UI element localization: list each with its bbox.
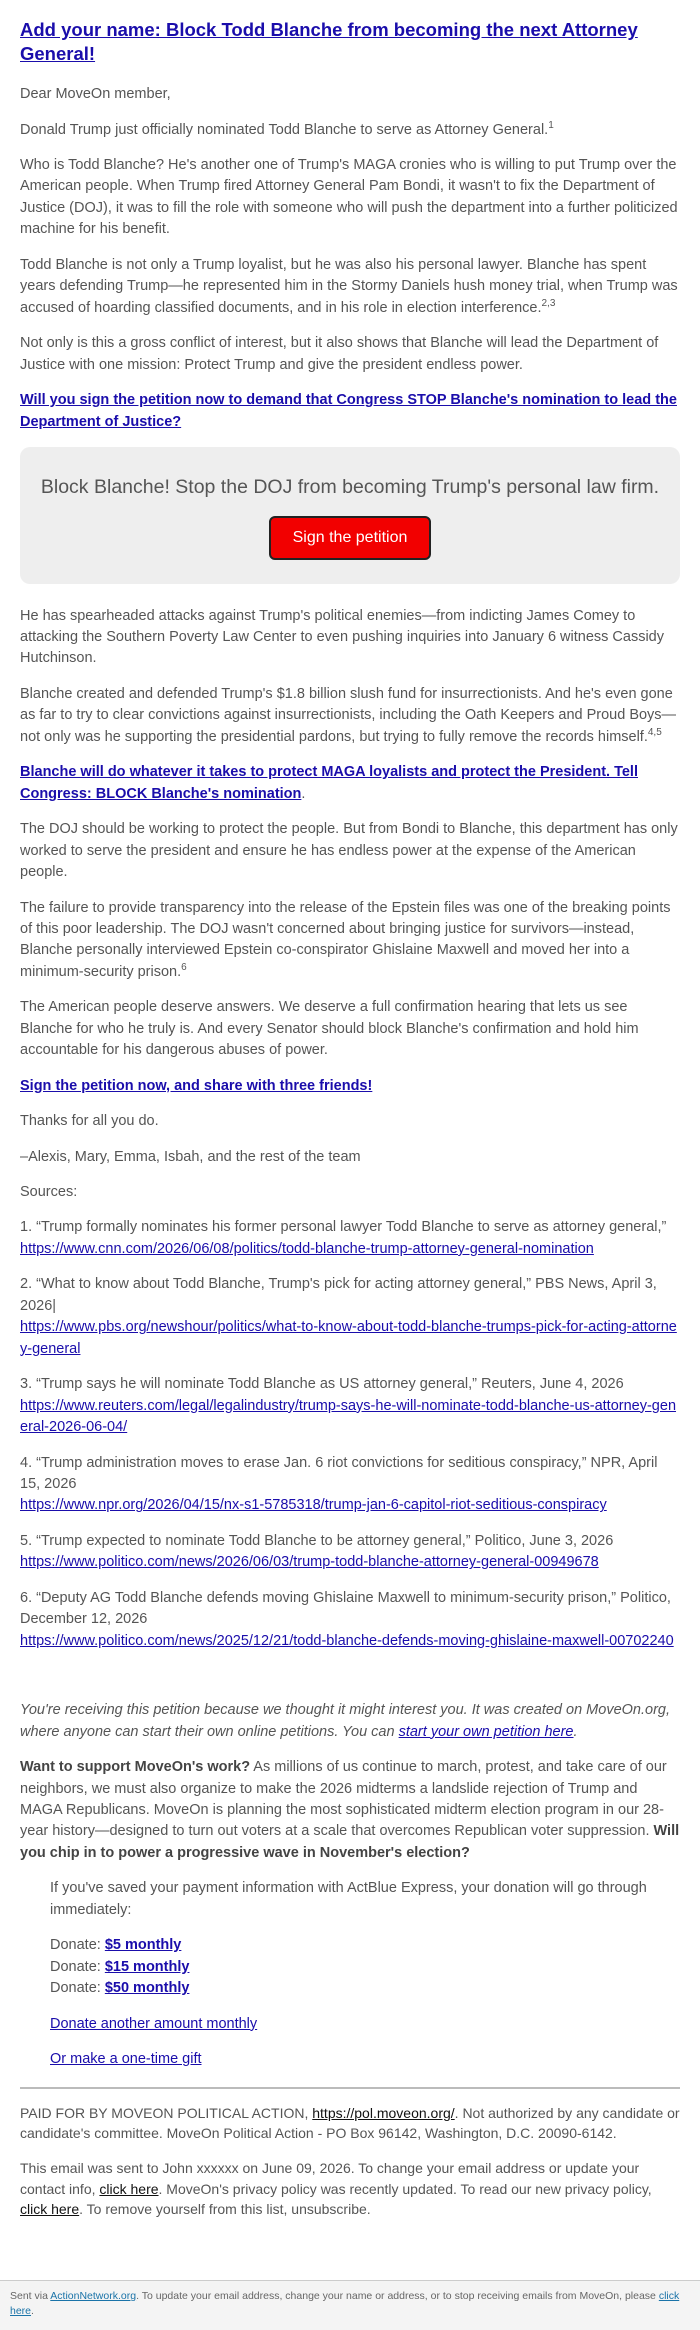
greeting: Dear MoveOn member, (20, 86, 171, 103)
moveon-political-link[interactable]: https://pol.moveon.org/ (312, 2104, 455, 2121)
petition-link-paragraph-3 (20, 1076, 680, 1097)
source-item (20, 1374, 680, 1438)
petition-link-2-period: . (301, 785, 306, 802)
start-petition-link[interactable]: start your own petition here (398, 1723, 574, 1740)
source-text: 6. “Deputy AG Todd Blanche defends moving Ghislaine Maxwell to minimum-security prison,” Politico, December 12, 2026 (20, 1589, 671, 1628)
donate-row (50, 1957, 680, 1978)
petition-link-paragraph-2 (20, 762, 680, 805)
update-contact-link[interactable]: click here (99, 2180, 159, 2197)
donate-label: Donate: (50, 1958, 105, 1975)
thanks-line: Thanks for all you do. (20, 1113, 159, 1130)
paragraph-9: The American people deserve answers. We deserve a full confirmation hearing that lets us see Blanche for who he truly is. And every Senator should block Blanche's confirmation and hold him accountable for his dangerous abuses of power. (20, 999, 639, 1059)
petition-link-1[interactable]: Will you sign the petition now to demand that Congress STOP Blanche's nomination to lead the Department of Justice? (20, 392, 677, 430)
signoff-line: –Alexis, Mary, Emma, Isbah, and the rest of the team (20, 1148, 361, 1165)
footer-text-end: . (31, 2305, 34, 2318)
footer-text-mid: . To update your email address, change your name or address, or to stop receiving emails from MoveOn, please (136, 2290, 659, 2303)
sign-petition-button[interactable]: Sign the petition (269, 516, 432, 560)
footer-click-here-link[interactable]: click here (10, 2290, 680, 2318)
source-text: 2. “What to know about Todd Blanche, Trump's pick for acting attorney general,” PBS News, April 3, 2026| (20, 1276, 657, 1314)
paragraph-4: Not only is this a gross conflict of interest, but it also shows that Blanche will lead the Department of Justice with one mission: Protect Trump and give the president endless power. (20, 335, 659, 373)
paragraph-7: The DOJ should be working to protect the people. But from Bondi to Blanche, this department has only worked to serve the president and ensure he has endless power at the expense of the American people. (20, 821, 678, 881)
donate-label: Donate: (50, 1980, 105, 1997)
actblue-note: If you've saved your payment information with ActBlue Express, your donation will go through immediately: (50, 1880, 647, 1918)
sent-text-mid: . MoveOn's privacy policy was recently updated. To read our new privacy policy, (158, 2180, 652, 2197)
email-body (20, 0, 680, 2220)
source-item (20, 1588, 680, 1652)
paragraph-8 (20, 898, 680, 984)
paid-text-end: . Not authorized by any candidate or candidate's committee. MoveOn Political Action - PO Box 96142, Washington, D.C. 20090-6142. (20, 2104, 680, 2142)
source-item (20, 1453, 680, 1517)
source-link[interactable]: https://www.politico.com/news/2025/12/21/todd-blanche-defends-moving-ghislaine-maxwell-00702240 (20, 1632, 674, 1649)
donate-15-monthly-link[interactable]: $15 monthly (104, 1958, 190, 1975)
source-link[interactable]: https://www.cnn.com/2026/06/08/politics/todd-blanche-trump-attorney-general-nomination (20, 1240, 594, 1257)
donate-other-row (50, 2014, 680, 2035)
receiving-period: . (573, 1723, 578, 1740)
petition-link-3[interactable]: Sign the petition now, and share with three friends! (20, 1077, 373, 1094)
donate-50-monthly-link[interactable]: $50 monthly (104, 1980, 190, 1997)
paragraph-1 (20, 120, 680, 141)
paragraph-2: Who is Todd Blanche? He's another one of Trump's MAGA cronies who is willing to put Trump over the American people. When Trump fired Attorney General Pam Bondi, it wasn't to fix the Department of Justice (DOJ), it was to fill the role with someone who will push the department into a further politicized machine for his benefit. (20, 157, 678, 238)
receiving-text: You're receiving this petition because we thought it might interest you. It was created on MoveOn.org, where anyone can start their own online petitions. You can (20, 1702, 670, 1740)
cta-box (20, 447, 680, 584)
paid-for-notice (20, 2103, 680, 2144)
support-text: As millions of us continue to march, protest, and take care of our neighbors, we must also organize to make the 2026 midterms a landslide rejection of Trump and MAGA Republicans. MoveOn is planning the most sophisticated midterm election program in our 28-year history—designed to turn out voters at a scale that overcomes Republican voter suppression. (20, 1759, 667, 1840)
divider (20, 2087, 680, 2089)
donate-row (50, 1978, 680, 1999)
actionnetwork-link[interactable]: ActionNetwork.org (50, 2290, 137, 2303)
source-link[interactable]: https://www.reuters.com/legal/legalindustry/trump-says-he-will-nominate-todd-blanche-us-attorney-general-2026-06-04/ (20, 1397, 677, 1436)
paragraph-6 (20, 684, 680, 748)
support-paragraph (20, 1757, 680, 1864)
source-item (20, 1217, 680, 1260)
paragraph-5: He has spearheaded attacks against Trump's political enemies—from indicting James Comey to attacking the Southern Poverty Law Center to even pushing inquiries into January 6 witness Cassidy Hutchinson. (20, 607, 664, 667)
donate-once-row (50, 2049, 680, 2070)
source-text: 5. “Trump expected to nominate Todd Blanche to be attorney general,” Politico, June 3, 2026 (20, 1532, 614, 1549)
petition-link-2[interactable]: Blanche will do whatever it takes to protect MAGA loyalists and protect the President. Tell Congress: BLOCK Blanche's nomination (20, 764, 638, 802)
support-ask: Will you chip in to power a progressive wave in November's election? (20, 1823, 680, 1861)
paragraph-8-text: The failure to provide transparency into the release of the Epstein files was one of the breaking points of this poor leadership. The DOJ wasn't concerned about bringing justice for survivors—instead, Blanche personally interviewed Epstein co-conspirator Ghislaine Maxwell and moved her into a minimum-security prison. (20, 899, 671, 980)
cta-title: Block Blanche! Stop the DOJ from becoming Trump's personal law firm. (40, 475, 660, 498)
receiving-notice (20, 1700, 680, 1743)
footer (0, 2280, 700, 2329)
sources-label: Sources: (20, 1184, 78, 1201)
source-text: 1. “Trump formally nominates his former personal lawyer Todd Blanche to serve as attorney general,” (20, 1219, 667, 1236)
support-heading: Want to support MoveOn's work? (20, 1759, 251, 1776)
petition-link-paragraph-1 (20, 390, 680, 433)
paid-text: PAID FOR BY MOVEON POLITICAL ACTION, (20, 2104, 313, 2121)
footer-text: Sent via (10, 2290, 51, 2303)
donate-5-monthly-link[interactable]: $5 monthly (104, 1937, 182, 1954)
source-link[interactable]: https://www.npr.org/2026/04/15/nx-s1-5785318/trump-jan-6-capitol-riot-seditious-conspiracy (20, 1497, 607, 1514)
source-text: 4. “Trump administration moves to erase Jan. 6 riot convictions for seditious conspiracy,” NPR, April 15, 2026 (20, 1454, 658, 1493)
paragraph-6-text: Blanche created and defended Trump's $1.8 billion slush fund for insurrectionists. And he's even gone as far to try to clear convictions against insurrectionists, including the Oath Keepers and Proud Boys—not only was he supporting the presidential pardons, but trying to fully remove the records himself. (20, 685, 677, 745)
privacy-policy-link[interactable]: click here (20, 2201, 80, 2218)
source-item (20, 1531, 680, 1574)
paragraph-3-text: Todd Blanche is not only a Trump loyalist, but he was also his personal lawyer. Blanche has spent years defending Trump—he represented him in the Stormy Daniels hush money trial, when Trump was accused of hoarding classified documents, and in his role in election interference. (20, 256, 678, 316)
sent-text-end: . To remove yourself from this list, unsubscribe. (79, 2201, 371, 2218)
one-time-gift-link[interactable]: Or make a one-time gift (50, 2051, 202, 2068)
paragraph-1-text: Donald Trump just officially nominated Todd Blanche to serve as Attorney General. (20, 121, 549, 138)
sources-list (20, 1217, 680, 1652)
donate-block (20, 1878, 680, 2070)
footnote-ref-2-3: 2,3 (541, 297, 556, 309)
source-link[interactable]: https://www.pbs.org/newshour/politics/what-to-know-about-todd-blanche-trumps-pick-for-acting-attorney-general (20, 1319, 677, 1357)
footnote-ref-6: 6 (181, 962, 187, 974)
footnote-ref-4-5: 4,5 (647, 726, 662, 738)
donate-label: Donate: (50, 1937, 105, 1954)
donate-other-amount-link[interactable]: Donate another amount monthly (50, 2015, 258, 2032)
source-item (20, 1274, 680, 1360)
donate-row (50, 1935, 680, 1956)
source-link[interactable]: https://www.politico.com/news/2026/06/03/trump-todd-blanche-attorney-general-00949678 (20, 1554, 599, 1571)
source-text: 3. “Trump says he will nominate Todd Blanche as US attorney general,” Reuters, June 4, 2026 (20, 1376, 624, 1393)
headline-link[interactable]: Add your name: Block Todd Blanche from becoming the next Attorney General! (20, 19, 638, 65)
paragraph-3 (20, 255, 680, 319)
sent-notice (20, 2158, 680, 2220)
footnote-ref-1: 1 (548, 119, 554, 131)
sent-text: This email was sent to John xxxxxx on June 09, 2026. To change your email address or update your contact info, (20, 2159, 640, 2197)
